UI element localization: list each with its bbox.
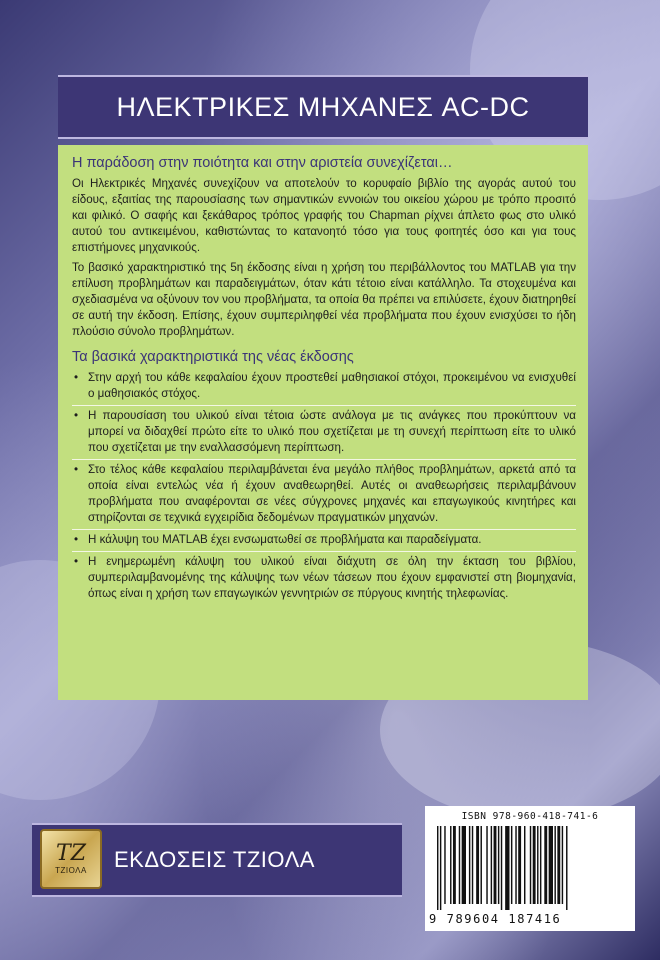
bullet-icon: • xyxy=(74,533,79,546)
title-banner xyxy=(58,75,588,139)
feature-item xyxy=(72,530,576,552)
isbn-label: ISBN 978-960-418-741-6 xyxy=(461,811,599,822)
publisher-name: ΕΚΔΟΣΕΙΣ ΤΖΙΟΛΑ xyxy=(114,847,315,872)
logo-wordmark: ΤΖΙΟΛΑ xyxy=(55,866,87,875)
publisher-logo-icon xyxy=(40,829,102,889)
publisher-banner xyxy=(32,823,402,897)
feature-item xyxy=(72,368,576,406)
logo-monogram: ΤΖ xyxy=(56,841,86,866)
feature-text: Η ενημερωμένη κάλυψη του υλικού είναι διάχυτη σε όλη την έκταση του βιβλίου, συμπεριλαμβανομένης της κάλυψης των νέων τάσεων που έχουν εμφανιστεί στη βιομηχανία, όπως είναι η χρήση των επαγωγικών γεννητριών σε πύργους κινητής τηλεφωνίας. xyxy=(88,555,576,600)
feature-text: Η παρουσίαση του υλικού είναι τέτοια ώστε ανάλογα με τις ανάγκες που προκύπτουν να μπορεί να διδαχθεί πρώτο είτε το υλικό που σχετίζεται με τη συνεχή περίπτωση είτε το υλικό που σχετίζεται με την εναλλασσόμενη περίπτωση. xyxy=(88,409,576,454)
feature-item xyxy=(72,552,576,605)
features-list xyxy=(72,368,576,605)
bullet-icon: • xyxy=(74,409,79,422)
book-title: ΗΛΕΚΤΡΙΚΕΣ ΜΗΧΑΝΕΣ AC-DC xyxy=(116,91,530,122)
feature-item xyxy=(72,460,576,530)
feature-text: Στο τέλος κάθε κεφαλαίου περιλαμβάνεται ένα μεγάλο πλήθος προβλημάτων, αρκετά από τα οποία είναι εντελώς νέα ή έχουν αναθεωρηθεί. Αυτές οι αναθεωρήσεις περιλαμβάνουν προβλήματα που αναφέρονται σε νέες σύγχρονες μηχανές και επαγωγικούς κινητήρες και στηρίζονται σε τεχνικά εγχειρίδια δεδομένων πραγματικών μηχανών. xyxy=(88,463,576,524)
bullet-icon: • xyxy=(74,371,79,384)
bullet-icon: • xyxy=(74,555,79,568)
feature-text: Η κάλυψη του MATLAB έχει ενσωματωθεί σε προβλήματα και παραδείγματα. xyxy=(88,533,482,546)
intro-paragraph: Το βασικό χαρακτηριστικό της 5η έκδοσης είναι η χρήση του περιβάλλοντος του MATLAB για την επίλυση προβλημάτων και παραδειγμάτων, όταν κάτι τέτοιο είναι κατάλληλο. Τα στοχευμένα και σχεδιασμένα να οξύνουν τον νου προβλήματα, τα οποία θα πρέπει να επιλύσετε, έχουν διατηρηθεί σε αυτή την έκδοση. Επίσης, έχουν συμπεριληφθεί νέα προβλήματα που έχουν ενισχύσει το ήδη πλούσιο σύνολο προβλημάτων. xyxy=(72,261,576,338)
feature-item xyxy=(72,406,576,460)
description-panel xyxy=(58,145,588,700)
feature-text: Στην αρχή του κάθε κεφαλαίου έχουν προστεθεί μαθησιακοί στόχοι, προκειμένου να ενισχυθεί ο μαθησιακός στόχος. xyxy=(88,371,576,400)
bullet-icon: • xyxy=(74,463,79,476)
isbn-barcode xyxy=(425,806,635,931)
features-heading: Τα βασικά χαρακτηριστικά της νέας έκδοσης xyxy=(72,349,354,365)
barcode-digits: 9 789604 187416 xyxy=(429,912,562,926)
intro-paragraph: Οι Ηλεκτρικές Μηχανές συνεχίζουν να αποτελούν το κορυφαίο βιβλίο της αγοράς αυτού του είδους, εξαιτίας της παρουσίασης των σημαντικών εννοιών του οικείου χώρου με τρόπο προσιτό και φιλικό. Ο σαφής και ξεκάθαρος τρόπος γραφής του Chapman ρίχνει άπλετο φως στο υλικό αυτού του αντικειμένου, καθιστώντας το κατανοητό τόσο για τους φοιτητές όσο και για τους επιστήμονες μηχανικούς. xyxy=(72,177,576,254)
barcode-bars-icon xyxy=(435,826,625,910)
intro-heading: Η παράδοση στην ποιότητα και στην αριστεία συνεχίζεται… xyxy=(72,155,453,171)
